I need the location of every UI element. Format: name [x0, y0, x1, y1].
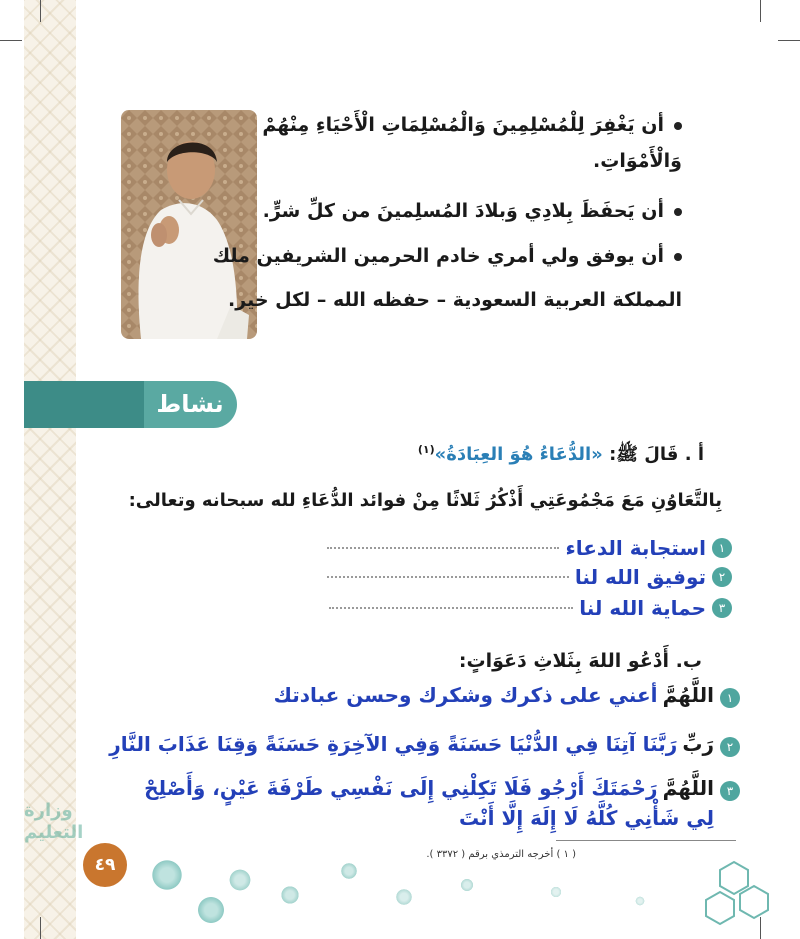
decorative-border-pattern [24, 0, 76, 939]
bullet-text: وَالْأَمْوَاتِ. [593, 150, 682, 172]
answer-text[interactable]: توفيق الله لنا [574, 565, 706, 589]
activity-header-accent [24, 381, 144, 428]
dua-text[interactable]: رَبَّنَا آتِنَا فِي الدُّنْيَا حَسَنَةً وَفِي الآخِرَةِ حَسَنَةً وَقِنَا عَذَابَ النَّارِ [109, 732, 678, 756]
crop-mark [40, 917, 41, 939]
decorative-rosette [340, 862, 358, 880]
answer-text[interactable]: استجابة الدعاء [565, 536, 706, 560]
answer-row [329, 596, 732, 622]
dua-row [274, 683, 740, 708]
dua-row [144, 776, 740, 801]
answer-row [327, 565, 732, 591]
dua-text[interactable]: لِي شَأْنِي كُلَّهُ لَا إِلَهَ إِلَّا أَنْتَ [458, 806, 714, 830]
bullet-text: المملكة العربية السعودية – حفظه الله – لكل خير. [228, 289, 682, 311]
number-badge: ١ [712, 538, 732, 558]
bullet-dot-icon [674, 122, 682, 130]
crop-mark [778, 40, 800, 41]
hadith-prefix: أ . قَالَ ﷺ: [609, 444, 704, 465]
decorative-rosette [635, 896, 645, 906]
crop-mark [40, 0, 41, 22]
answer-dotted-line [329, 607, 573, 609]
hadith-quote: «الدُّعَاءُ هُوَ العِبَادَةُ» [434, 444, 603, 465]
bullet-item [263, 196, 682, 226]
activity-title: نشاط [156, 390, 224, 418]
decorative-rosette [196, 895, 226, 925]
answer-dotted-line [327, 547, 559, 549]
number-badge: ٣ [720, 781, 740, 801]
answer-text[interactable]: حماية الله لنا [579, 596, 706, 620]
number-badge: ٢ [720, 737, 740, 757]
decorative-rosette [150, 858, 184, 892]
bullet-item-continued [228, 285, 682, 315]
decorative-rosette [460, 878, 474, 892]
dua-text[interactable]: رَحْمَتَكَ أَرْجُو فَلَا تَكِلْنِي إِلَى نَفْسِي طَرْفَةَ عَيْنٍ، وَأَصْلِحْ [144, 776, 658, 800]
dua-text[interactable]: أعني على ذكرك وشكرك وحسن عبادتك [273, 683, 658, 707]
crop-mark [0, 40, 22, 41]
dua-prefix: رَبِّ [682, 732, 714, 756]
bullet-text: أن يَغْفِرَ لِلْمُسْلِمِينَ وَالْمُسْلِمَاتِ الْأَحْيَاءِ مِنْهُمْ [262, 114, 664, 136]
bullet-text: أن يَحفَظَ بِلادِي وَبلادَ المُسلِمينَ من كلِّ شرٍّ. [262, 200, 664, 222]
bullet-item [262, 110, 682, 140]
bullet-dot-icon [674, 253, 682, 261]
answer-row [327, 536, 732, 562]
dua-prefix: اللَّهُمَّ [662, 776, 714, 800]
decorative-rosette [228, 868, 252, 892]
bullet-item [213, 241, 682, 271]
logo-text: وزارة التعليم [24, 800, 84, 843]
number-badge: ٣ [712, 598, 732, 618]
decorative-rosette [280, 885, 300, 905]
footnote-ref: (١) [417, 443, 435, 456]
answer-dotted-line [327, 576, 569, 578]
page-number-badge: ٤٩ [83, 843, 127, 887]
bullet-dot-icon [674, 208, 682, 216]
number-badge: ١ [720, 688, 740, 708]
part-b-title: ب. أَدْعُو اللهَ بِثَلاثِ دَعَوَاتٍ: [458, 650, 702, 672]
activity-instruction: بِالتَّعَاوُنِ مَعَ مَجْمُوعَتِي أَذْكُرُ ثَلاثًا مِنْ فوائد الدُّعَاءِ لله سبحانه وتعالى: [128, 490, 722, 511]
bullet-item-continued [593, 146, 682, 176]
dua-prefix: اللَّهُمَّ [662, 683, 714, 707]
dua-row [109, 732, 740, 757]
hadith-line [418, 443, 704, 469]
crop-mark [760, 0, 761, 22]
footnote-divider [556, 840, 736, 841]
dua-row-continued [459, 806, 714, 830]
bullet-text: أن يوفق ولي أمري خادم الحرمين الشريفين ملك [212, 245, 664, 267]
number-badge: ٢ [712, 567, 732, 587]
decorative-geometric-pattern [700, 850, 780, 930]
footnote: ( ١ ) أخرجه الترمذي برقم ( ٣٣٧٢ ). [426, 849, 576, 860]
decorative-rosette [395, 888, 413, 906]
decorative-rosette [550, 886, 562, 898]
